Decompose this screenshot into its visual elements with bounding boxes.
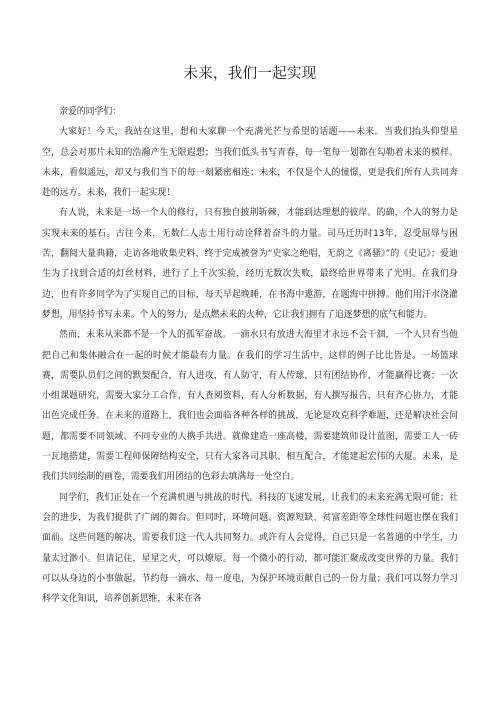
paragraph-1: 大家好！今天，我站在这里，想和大家聊一个充满光芒与希望的话题——未来。当我们抬头仰望星空，总会对那片未知的浩瀚产生无限遐想；当我们低头书写青春，每一笔每一划都在勾勒着未来的模样。未来，看似遥远，却又与我们当下的每一刻紧密相连；未来，不仅是个人的憧憬，更是我们所有人共同奔赴的远方。未来，我们一起实现！ bbox=[42, 127, 458, 199]
paragraph-4: 同学们，我们正处在一个充满机遇与挑战的时代。科技的飞速发展，让我们的未来充满无限可能；社会的进步，为我们提供了广阔的舞台。但同时，环境问题、资源短缺、贫富差距等全球性问题也摆在我们面前。这些问题的解决，需要我们这一代人共同努力。或许有人会觉得，自己只是一名普通的中学生，力量太过渺小。但请记住，星星之火，可以燎原。每一个微小的行动，都可能汇聚成改变世界的力量。我们可以从身边的小事做起，节约每一滴水、每一度电，为保护环境贡献自己的一份力量；我们可以努力学习科学文化知识，培养创新思维，未来在各 bbox=[42, 492, 458, 605]
paragraph-3: 然而，未来从来都不是一个人的孤军奋战。一滴水只有放进大海里才永远不会干涸，一个人只有当他把自己和集体融合在一起的时候才能最有力量。在我们的学习生活中，这样的例子比比皆是。一场篮球赛，需要队员们之间的默契配合，有人进攻，有人防守，有人传球，只有团结协作，才能赢得比赛；一次小组课题研究，需要大家分工合作，有人查阅资料，有人分析数据，有人撰写报告，只有齐心协力，才能出色完成任务。在未来的道路上，我们也会面临各种各样的挑战，无论是攻克科学难题，还是解决社会问题，都需要不同领域、不同专业的人携手共进。就像建造一座高楼，需要建筑师设计蓝图，需要工人一砖一瓦地搭建，需要工程师保障结构安全，只有大家各司其职、相互配合，才能建起宏伟的大厦。未来，是我们共同绘制的画卷，需要我们用团结的色彩去填满每一处空白。 bbox=[42, 330, 458, 483]
page-title: 未来，我们一起实现 bbox=[183, 66, 317, 82]
salutation: 亲爱的同学们： bbox=[59, 107, 122, 117]
paragraph-2: 有人说，未来是一场一个人的修行，只有独自披荆斩棘，才能到达理想的彼岸。的确，个人的努力是实现未来的基石。古往今来，无数仁人志士用行动诠释着奋斗的力量。司马迁历时13年，忍受屈辱与困苦，翻阅大量典籍，走访各地收集史料，终于完成被誉为“史家之绝唱，无韵之《离骚》”的《史记》；爱迪生为了找到合适的灯丝材料，进行了上千次实验，经历无数次失败，最终给世界带来了光明。在我们身边，也有许多同学为了实现自己的目标，每天早起晚睡，在书海中遨游，在题海中拼搏。他们用汗水浇灌梦想，用坚持书写未来。个人的努力，是点燃未来的火种，它让我们拥有了追逐梦想的底气和能力。 bbox=[42, 208, 458, 320]
